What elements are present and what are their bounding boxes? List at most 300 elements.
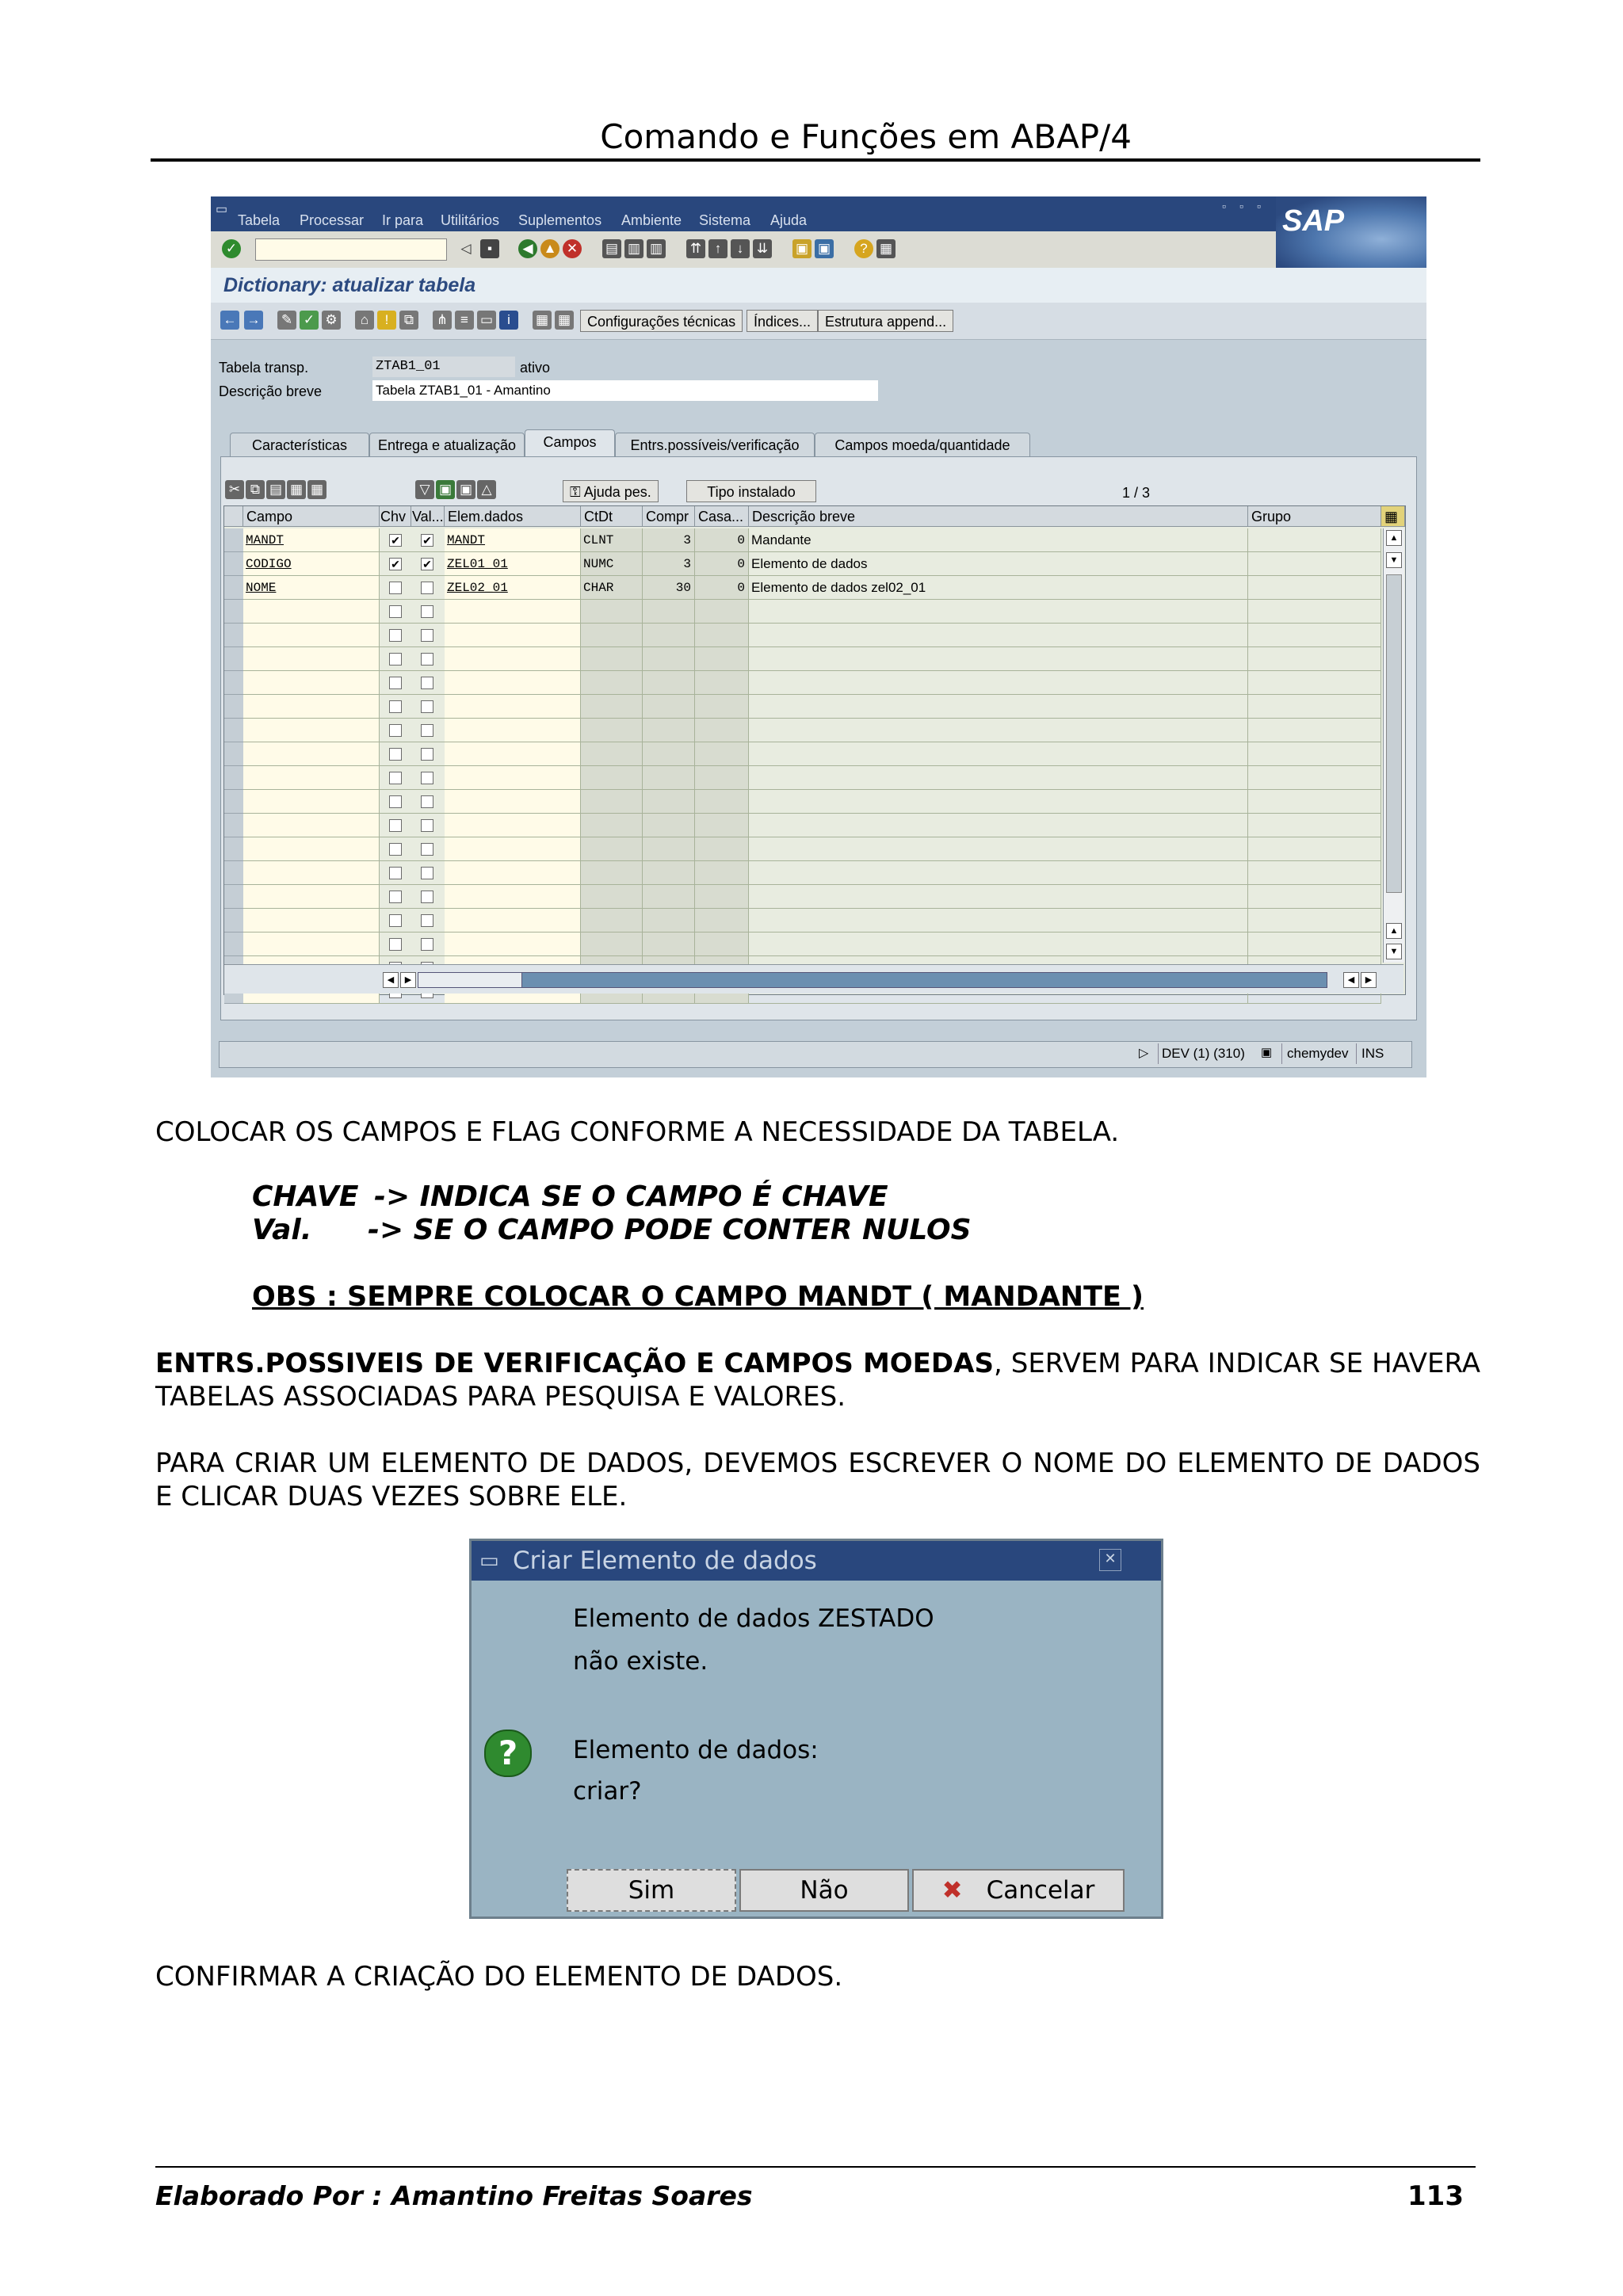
cell-grupo[interactable]: [1248, 576, 1381, 600]
cell-compr[interactable]: [643, 885, 695, 909]
key-checkbox[interactable]: [389, 582, 402, 594]
col-val[interactable]: Val...: [411, 506, 445, 527]
cell-ctdt[interactable]: NUMC: [581, 552, 643, 576]
cell-campo[interactable]: NOME: [243, 576, 380, 600]
cell-campo[interactable]: [243, 790, 380, 814]
scroll-down-icon[interactable]: ▼: [1386, 552, 1402, 568]
cell-campo[interactable]: [243, 742, 380, 766]
cell-campo[interactable]: [243, 933, 380, 956]
cell-compr[interactable]: [643, 719, 695, 742]
paste-icon[interactable]: ▤: [266, 480, 285, 499]
cell-casa[interactable]: [695, 814, 749, 837]
cell-casa[interactable]: [695, 600, 749, 624]
prev-page-icon[interactable]: ↑: [708, 239, 727, 258]
cell-grupo[interactable]: [1248, 528, 1381, 552]
foreign-key-icon[interactable]: ▣: [456, 480, 475, 499]
menu-processar[interactable]: Processar: [300, 212, 365, 228]
cell-grupo[interactable]: [1248, 647, 1381, 671]
arrow-right-icon[interactable]: →: [244, 311, 263, 330]
cell-casa[interactable]: 0: [695, 576, 749, 600]
row-selector[interactable]: [224, 624, 243, 647]
cell-grupo[interactable]: [1248, 909, 1381, 933]
key-checkbox[interactable]: ✔: [389, 558, 402, 570]
row-selector[interactable]: [224, 742, 243, 766]
cell-desc[interactable]: [749, 933, 1248, 956]
row-selector[interactable]: [224, 861, 243, 885]
cell-ctdt[interactable]: [581, 742, 643, 766]
technical-settings-button[interactable]: Configurações técnicas: [580, 310, 743, 332]
cell-elem[interactable]: [445, 766, 581, 790]
cell-ctdt[interactable]: [581, 837, 643, 861]
key-icon: ⚿: [570, 484, 584, 500]
cell-ctdt[interactable]: [581, 600, 643, 624]
scroll-left-icon[interactable]: ◀: [383, 972, 399, 988]
page-header-title: Comando e Funções em ABAP/4: [600, 117, 1132, 156]
key-checkbox[interactable]: ✔: [389, 534, 402, 547]
column-settings-icon[interactable]: ▦: [1381, 506, 1405, 527]
where-used-icon[interactable]: ⌂: [355, 311, 374, 330]
cell-ctdt[interactable]: CLNT: [581, 528, 643, 552]
cell-grupo[interactable]: [1248, 766, 1381, 790]
dialog-question-line1: Elemento de dados:: [573, 1736, 819, 1764]
cell-compr[interactable]: [643, 861, 695, 885]
cell-elem[interactable]: [445, 695, 581, 719]
null-checkbox[interactable]: [421, 914, 433, 927]
cell-desc[interactable]: Elemento de dados: [749, 552, 1248, 576]
description-label: Descrição breve: [219, 383, 323, 399]
key-checkbox[interactable]: [389, 795, 402, 808]
menu-tabela[interactable]: Tabela: [238, 212, 281, 228]
dialog-window-icon[interactable]: ▭: [479, 1549, 499, 1573]
find-next-icon[interactable]: ▥: [647, 239, 666, 258]
chave-term: CHAVE: [252, 1180, 359, 1213]
delete-row-icon[interactable]: ▦: [307, 480, 327, 499]
cell-elem[interactable]: ZEL01_01: [445, 552, 581, 576]
window-menu-icon[interactable]: ▭: [216, 203, 228, 216]
cell-grupo[interactable]: [1248, 885, 1381, 909]
command-field[interactable]: [255, 238, 447, 261]
insert-row-icon[interactable]: ▦: [287, 480, 306, 499]
cell-elem[interactable]: [445, 861, 581, 885]
create-element-icon[interactable]: ▣: [436, 480, 455, 499]
cell-ctdt[interactable]: [581, 814, 643, 837]
cell-compr[interactable]: [643, 766, 695, 790]
display-change-icon[interactable]: ✎: [277, 311, 296, 330]
paragraph-entrs-possiveis: [155, 1347, 1480, 1413]
cell-casa[interactable]: 0: [695, 552, 749, 576]
cell-ctdt[interactable]: [581, 624, 643, 647]
cell-elem[interactable]: [445, 814, 581, 837]
cell-grupo[interactable]: [1248, 695, 1381, 719]
key-checkbox[interactable]: [389, 724, 402, 737]
maximize-icon[interactable]: ▫: [1239, 200, 1243, 212]
horizontal-scroll-track[interactable]: [418, 972, 1327, 988]
null-checkbox[interactable]: ✔: [421, 534, 433, 547]
shortcut-icon[interactable]: ▣: [815, 239, 834, 258]
cell-grupo[interactable]: [1248, 624, 1381, 647]
dictionary-icon[interactable]: ▭: [477, 311, 496, 330]
horizontal-scroll-thumb[interactable]: [418, 972, 522, 988]
cell-campo[interactable]: [243, 909, 380, 933]
cut-icon[interactable]: ✂: [225, 480, 244, 499]
key-checkbox[interactable]: [389, 914, 402, 927]
status-mode[interactable]: INS: [1356, 1043, 1388, 1064]
cell-campo[interactable]: [243, 814, 380, 837]
col-chave[interactable]: Chv: [380, 506, 411, 527]
cell-desc[interactable]: [749, 814, 1248, 837]
cell-casa[interactable]: [695, 671, 749, 695]
cell-campo[interactable]: [243, 719, 380, 742]
cell-ctdt[interactable]: [581, 885, 643, 909]
row-selector[interactable]: [224, 600, 243, 624]
cell-elem[interactable]: [445, 885, 581, 909]
key-checkbox[interactable]: [389, 772, 402, 784]
back-arrow-icon[interactable]: ◁: [460, 241, 472, 256]
row-selector[interactable]: [224, 671, 243, 695]
help-icon[interactable]: ?: [854, 239, 873, 258]
cell-grupo[interactable]: [1248, 790, 1381, 814]
cell-desc[interactable]: Elemento de dados zel02_01: [749, 576, 1248, 600]
cell-compr[interactable]: [643, 695, 695, 719]
no-button[interactable]: Não: [739, 1869, 909, 1912]
cell-elem[interactable]: ZEL02_01: [445, 576, 581, 600]
row-selector[interactable]: [224, 885, 243, 909]
table-contents-icon[interactable]: ▦: [533, 311, 552, 330]
scroll-left-end-icon[interactable]: ◀: [1343, 972, 1359, 988]
screen-title: Dictionary: atualizar tabela: [223, 274, 476, 296]
cell-campo[interactable]: [243, 695, 380, 719]
cell-campo[interactable]: [243, 624, 380, 647]
cell-desc[interactable]: [749, 624, 1248, 647]
cell-grupo[interactable]: [1248, 719, 1381, 742]
key-checkbox[interactable]: [389, 819, 402, 832]
row-selector[interactable]: [224, 528, 243, 552]
scroll-thumb[interactable]: [1386, 574, 1402, 893]
dialog-message-line2: não existe.: [573, 1647, 708, 1676]
row-selector[interactable]: [224, 790, 243, 814]
scroll-up-icon[interactable]: ▲: [1386, 530, 1402, 546]
screen-title-bar: [211, 268, 1426, 303]
cell-ctdt[interactable]: [581, 933, 643, 956]
key-checkbox[interactable]: [389, 677, 402, 689]
exit-icon[interactable]: ▲: [540, 239, 559, 258]
menu-ambiente[interactable]: Ambiente: [621, 212, 682, 228]
col-grupo[interactable]: Grupo: [1248, 506, 1381, 527]
cell-casa[interactable]: [695, 885, 749, 909]
scroll-right-end-icon[interactable]: ▶: [1361, 972, 1377, 988]
check-icon[interactable]: ✓: [300, 311, 319, 330]
cell-elem[interactable]: [445, 624, 581, 647]
tab-campos[interactable]: Campos: [525, 429, 615, 459]
cell-compr[interactable]: [643, 624, 695, 647]
cell-ctdt[interactable]: [581, 647, 643, 671]
cell-desc[interactable]: [749, 600, 1248, 624]
key-checkbox[interactable]: [389, 748, 402, 761]
filter-icon[interactable]: ▽: [415, 480, 434, 499]
close-window-icon[interactable]: ▫: [1257, 200, 1261, 212]
null-checkbox[interactable]: [421, 795, 433, 808]
cell-casa[interactable]: [695, 933, 749, 956]
status-system: DEV (1) (310): [1158, 1043, 1248, 1064]
cell-desc[interactable]: [749, 742, 1248, 766]
row-divider: [243, 1003, 1381, 1004]
dialog-title-bar: [472, 1541, 1161, 1581]
null-checkbox[interactable]: [421, 867, 433, 879]
null-checkbox[interactable]: [421, 843, 433, 856]
table-name-field[interactable]: ZTAB1_01: [372, 357, 515, 377]
cell-grupo[interactable]: [1248, 814, 1381, 837]
cell-ctdt[interactable]: [581, 671, 643, 695]
dialog-question-line2: criar?: [573, 1777, 642, 1806]
row-selector[interactable]: [224, 719, 243, 742]
cell-campo[interactable]: [243, 647, 380, 671]
menu-suplementos[interactable]: Suplementos: [518, 212, 602, 228]
cell-elem[interactable]: [445, 647, 581, 671]
key-checkbox[interactable]: [389, 700, 402, 713]
null-checkbox[interactable]: [421, 724, 433, 737]
cell-desc[interactable]: Mandante: [749, 528, 1248, 552]
sap-standard-toolbar: [211, 231, 1276, 269]
cell-compr[interactable]: [643, 814, 695, 837]
cell-compr[interactable]: [643, 671, 695, 695]
obs-note: OBS : SEMPRE COLOCAR O CAMPO MANDT ( MANDANTE ): [252, 1281, 1144, 1313]
first-page-icon[interactable]: ⇈: [686, 239, 705, 258]
row-selector[interactable]: [224, 576, 243, 600]
paragraph-fields-flags: COLOCAR OS CAMPOS E FLAG CONFORME A NECESSIDADE DA TABELA.: [155, 1116, 1120, 1148]
description-field[interactable]: Tabela ZTAB1_01 - Amantino: [372, 380, 878, 401]
key-checkbox[interactable]: [389, 867, 402, 879]
cell-desc[interactable]: [749, 837, 1248, 861]
cell-ctdt[interactable]: [581, 909, 643, 933]
key-checkbox[interactable]: [389, 629, 402, 642]
builtin-type-button[interactable]: Tipo instalado: [686, 480, 816, 502]
cell-grupo[interactable]: [1248, 552, 1381, 576]
cell-desc[interactable]: [749, 909, 1248, 933]
null-checkbox[interactable]: [421, 653, 433, 666]
cell-ctdt[interactable]: CHAR: [581, 576, 643, 600]
find-icon[interactable]: ▥: [624, 239, 643, 258]
append-structure-button[interactable]: Estrutura append...: [818, 310, 953, 332]
indices-button[interactable]: Índices...: [747, 310, 818, 332]
cell-campo[interactable]: CODIGO: [243, 552, 380, 576]
back-icon[interactable]: ◀: [518, 239, 537, 258]
cell-compr[interactable]: [643, 600, 695, 624]
scroll-right-icon[interactable]: ▶: [400, 972, 416, 988]
cell-desc[interactable]: [749, 861, 1248, 885]
minimize-icon[interactable]: ▫: [1222, 200, 1226, 212]
cell-elem[interactable]: MANDT: [445, 528, 581, 552]
cell-compr[interactable]: [643, 742, 695, 766]
cell-elem[interactable]: [445, 719, 581, 742]
cell-elem[interactable]: [445, 790, 581, 814]
key-checkbox[interactable]: [389, 605, 402, 618]
question-icon: ?: [484, 1730, 532, 1777]
print-icon[interactable]: ▤: [602, 239, 621, 258]
cell-ctdt[interactable]: [581, 719, 643, 742]
cell-compr[interactable]: [643, 647, 695, 671]
cell-campo[interactable]: [243, 861, 380, 885]
cell-compr[interactable]: [643, 909, 695, 933]
page-indicator: 1 / 3: [1122, 485, 1151, 501]
cell-desc[interactable]: [749, 647, 1248, 671]
null-checkbox[interactable]: [421, 605, 433, 618]
cell-casa[interactable]: [695, 790, 749, 814]
row-selector[interactable]: [224, 766, 243, 790]
menu-sistema[interactable]: Sistema: [699, 212, 751, 228]
cell-ctdt[interactable]: [581, 861, 643, 885]
cell-compr[interactable]: [643, 933, 695, 956]
cell-compr[interactable]: [643, 790, 695, 814]
hierarchy-icon[interactable]: ⋔: [433, 311, 452, 330]
cell-campo[interactable]: [243, 600, 380, 624]
cell-casa[interactable]: [695, 719, 749, 742]
col-campo[interactable]: Campo: [243, 506, 380, 527]
cell-casa[interactable]: [695, 742, 749, 766]
cell-ctdt[interactable]: [581, 695, 643, 719]
menu-utilitarios[interactable]: Utilitários: [441, 212, 500, 228]
col-descricao[interactable]: Descrição breve: [749, 506, 1248, 527]
cell-desc[interactable]: [749, 695, 1248, 719]
row-selector[interactable]: [224, 909, 243, 933]
col-compr[interactable]: Compr: [643, 506, 695, 527]
cancel-icon[interactable]: ✕: [563, 239, 582, 258]
cell-campo[interactable]: MANDT: [243, 528, 380, 552]
col-casa[interactable]: Casa...: [695, 506, 749, 527]
null-checkbox[interactable]: [421, 891, 433, 903]
cell-casa[interactable]: [695, 647, 749, 671]
new-session-icon[interactable]: ▣: [792, 239, 812, 258]
cell-campo[interactable]: [243, 766, 380, 790]
select-all-header[interactable]: [224, 506, 243, 527]
col-ctdt[interactable]: CtDt: [581, 506, 643, 527]
row-selector[interactable]: [224, 837, 243, 861]
cell-grupo[interactable]: [1248, 600, 1381, 624]
cell-casa[interactable]: [695, 861, 749, 885]
info-icon[interactable]: i: [499, 311, 518, 330]
cell-elem[interactable]: [445, 742, 581, 766]
sort-icon[interactable]: △: [477, 480, 496, 499]
yes-button[interactable]: Sim: [567, 1869, 736, 1912]
chave-definition: -> INDICA SE O CAMPO É CHAVE: [374, 1180, 888, 1213]
cell-elem[interactable]: [445, 909, 581, 933]
cell-ctdt[interactable]: [581, 790, 643, 814]
status-server-icon[interactable]: ▣: [1261, 1046, 1273, 1059]
table-label: Tabela transp.: [219, 360, 309, 376]
navigation-icon[interactable]: ⧉: [399, 311, 418, 330]
row-selector[interactable]: [224, 814, 243, 837]
save-icon[interactable]: ▪: [480, 239, 499, 258]
tab-entrs-possiveis[interactable]: Entrs.possíveis/verificação: [615, 433, 815, 457]
cell-campo[interactable]: [243, 885, 380, 909]
null-checkbox[interactable]: [421, 582, 433, 594]
copy-icon[interactable]: ⧉: [246, 480, 265, 499]
cell-compr[interactable]: 3: [643, 552, 695, 576]
scroll-down-bottom-icon[interactable]: ▼: [1386, 944, 1402, 959]
null-checkbox[interactable]: [421, 938, 433, 951]
cell-grupo[interactable]: [1248, 933, 1381, 956]
cell-campo[interactable]: [243, 671, 380, 695]
key-checkbox[interactable]: [389, 938, 402, 951]
status-bar: [219, 1041, 1412, 1068]
scroll-up-bottom-icon[interactable]: ▲: [1386, 923, 1402, 939]
col-elem-dados[interactable]: Elem.dados: [445, 506, 581, 527]
cell-casa[interactable]: [695, 766, 749, 790]
cell-compr[interactable]: 30: [643, 576, 695, 600]
cell-casa[interactable]: [695, 624, 749, 647]
cell-grupo[interactable]: [1248, 837, 1381, 861]
cell-desc[interactable]: [749, 790, 1248, 814]
cell-casa[interactable]: 0: [695, 528, 749, 552]
search-help-button[interactable]: ⚿ Ajuda pes.: [563, 480, 659, 502]
activate-icon[interactable]: ⚙: [322, 311, 341, 330]
cell-desc[interactable]: [749, 766, 1248, 790]
enter-icon[interactable]: ✓: [222, 239, 241, 258]
grid-icon[interactable]: ▦: [555, 311, 574, 330]
null-checkbox[interactable]: [421, 748, 433, 761]
next-page-icon[interactable]: ↓: [731, 239, 750, 258]
cell-casa[interactable]: [695, 695, 749, 719]
row-selector[interactable]: [224, 552, 243, 576]
object-list-icon[interactable]: !: [377, 311, 396, 330]
tab-caracteristicas[interactable]: Características: [230, 433, 369, 457]
cell-grupo[interactable]: [1248, 861, 1381, 885]
cell-compr[interactable]: [643, 837, 695, 861]
tab-campos-moeda[interactable]: Campos moeda/quantidade: [815, 433, 1030, 457]
cell-desc[interactable]: [749, 885, 1248, 909]
cell-elem[interactable]: [445, 600, 581, 624]
arrow-left-icon[interactable]: ←: [220, 311, 239, 330]
page-number: 113: [1407, 2180, 1464, 2212]
cell-elem[interactable]: [445, 837, 581, 861]
sap-dictionary-window: [211, 196, 1426, 1077]
dialog-close-icon[interactable]: ✕: [1099, 1549, 1121, 1571]
cell-elem[interactable]: [445, 671, 581, 695]
cell-desc[interactable]: [749, 719, 1248, 742]
null-checkbox[interactable]: [421, 772, 433, 784]
null-checkbox[interactable]: [421, 677, 433, 689]
row-selector[interactable]: [224, 647, 243, 671]
cell-grupo[interactable]: [1248, 742, 1381, 766]
layout-menu-icon[interactable]: ▦: [876, 239, 896, 258]
null-checkbox[interactable]: [421, 700, 433, 713]
cell-desc[interactable]: [749, 671, 1248, 695]
cancel-button[interactable]: ✖ Cancelar: [912, 1869, 1125, 1912]
cell-elem[interactable]: [445, 933, 581, 956]
status-expand-icon[interactable]: ▷: [1139, 1047, 1149, 1060]
paragraph-confirm: CONFIRMAR A CRIAÇÃO DO ELEMENTO DE DADOS.: [155, 1961, 843, 1993]
key-checkbox[interactable]: [389, 843, 402, 856]
null-checkbox[interactable]: [421, 819, 433, 832]
row-selector[interactable]: [224, 933, 243, 956]
cell-ctdt[interactable]: [581, 766, 643, 790]
cell-casa[interactable]: [695, 909, 749, 933]
menu-ajuda[interactable]: Ajuda: [770, 212, 808, 228]
print-list-icon[interactable]: ≡: [455, 311, 474, 330]
tab-entrega-atualizacao[interactable]: Entrega e atualização: [369, 433, 525, 457]
key-checkbox[interactable]: [389, 653, 402, 666]
row-selector[interactable]: [224, 695, 243, 719]
last-page-icon[interactable]: ⇊: [753, 239, 772, 258]
null-checkbox[interactable]: [421, 629, 433, 642]
menu-ir-para[interactable]: Ir para: [382, 212, 424, 228]
cell-casa[interactable]: [695, 837, 749, 861]
cell-grupo[interactable]: [1248, 671, 1381, 695]
cell-compr[interactable]: 3: [643, 528, 695, 552]
key-checkbox[interactable]: [389, 891, 402, 903]
cell-campo[interactable]: [243, 837, 380, 861]
null-checkbox[interactable]: ✔: [421, 558, 433, 570]
footer-rule: [155, 2166, 1476, 2168]
